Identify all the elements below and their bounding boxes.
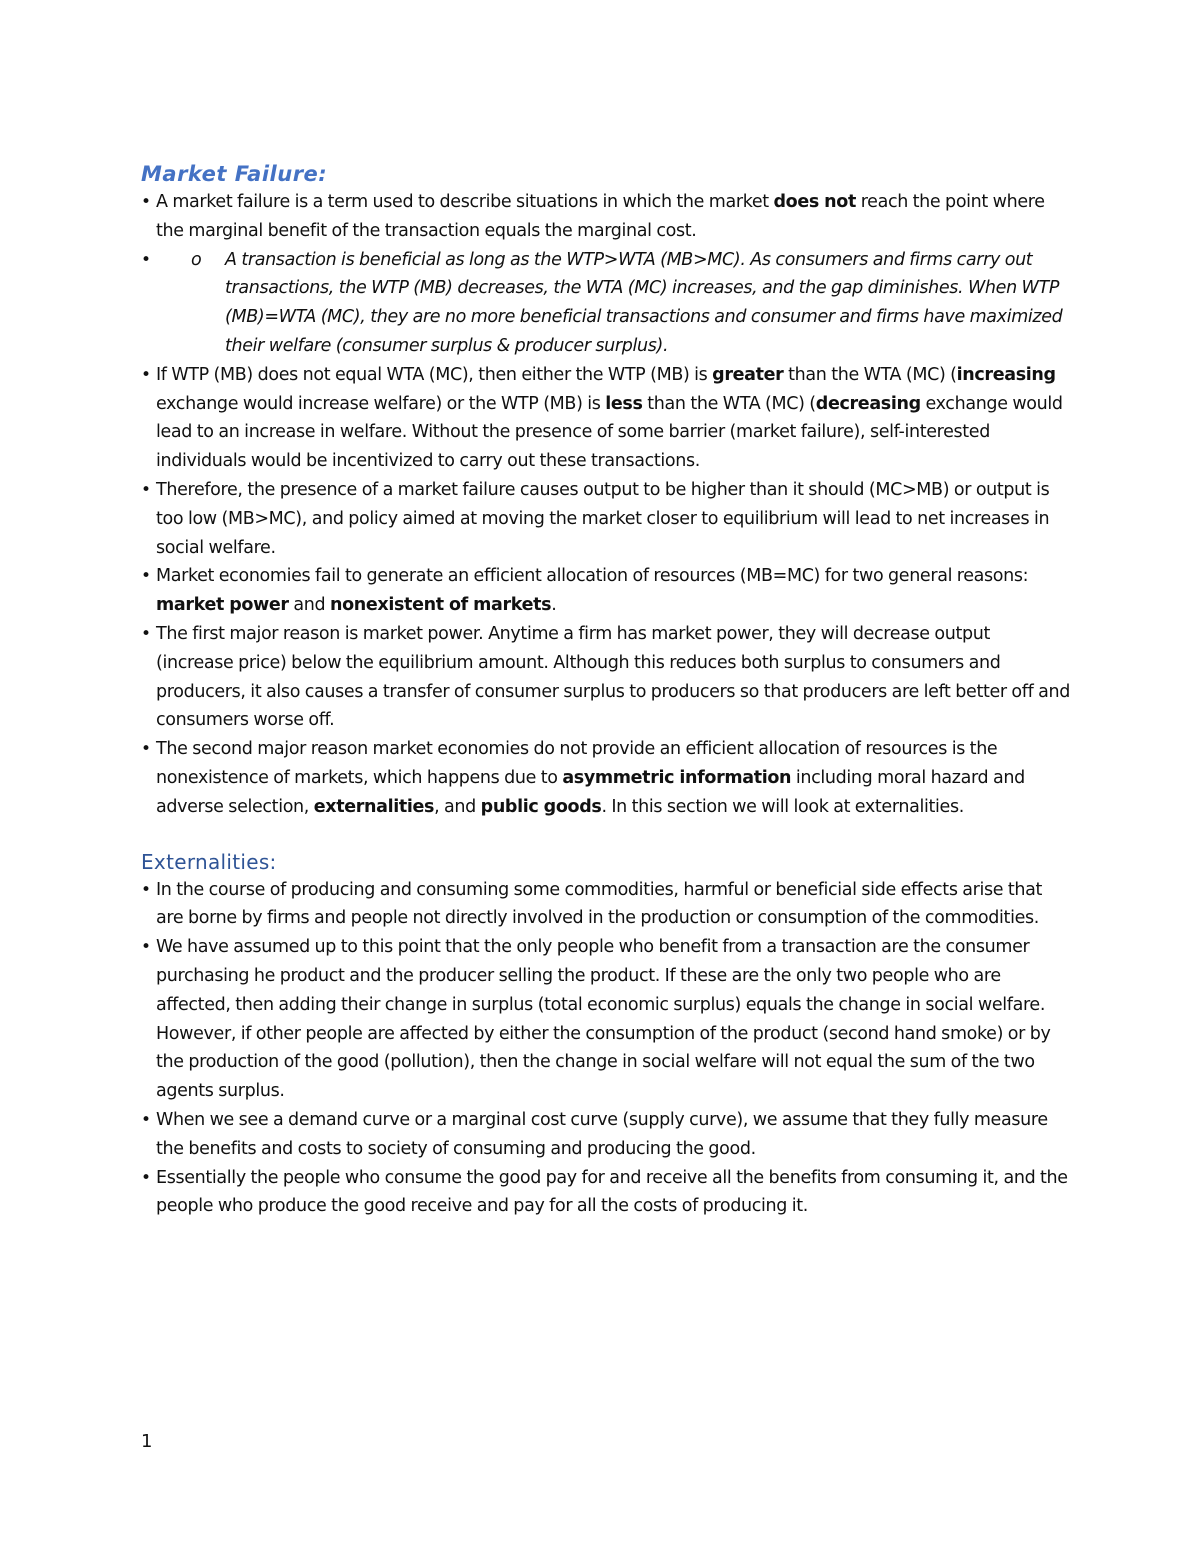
bold-text: does not [773,192,856,212]
list-item: • A market failure is a term used to describe situations in which the market does not reach the point where the marginal benefit of the transaction equals the marginal cost. [141,188,1071,246]
heading-market-failure: Market Failure: [141,162,328,186]
page-content [141,160,1071,1221]
externalities-list [141,876,1071,1222]
list-item: • In the course of producing and consuming some commodities, harmful or beneficial side effects arise that are borne by firms and people not directly involved in the production or consumption of the commodities. [141,876,1071,934]
list-item: • If WTP (MB) does not equal WTA (MC), then either the WTP (MB) is greater than the WTA (MC) (increasing exchange would increase welfare) or the WTP (MB) is less than the WTA (MC) (decreasing exchange would lead to an increase in welfare. Without the presence of some barrier (market failure), self-interested individuals would be incentivized to carry out these transactions. [141,361,1071,476]
list-item: • We have assumed up to this point that the only people who benefit from a transaction are the consumer purchasing he product and the producer selling the product. If these are the only two people who are affected, then adding their change in surplus (total economic surplus) equals the change in social welfare. However, if other people are affected by either the consumption of the product (second hand smoke) or by the production of the good (pollution), then the change in social welfare will not equal the sum of the two agents surplus. [141,933,1071,1106]
sub-list [141,246,1071,361]
list-item: • When we see a demand curve or a marginal cost curve (supply curve), we assume that they fully measure the benefits and costs to society of consuming and producing the good. [141,1106,1071,1164]
list-item: • Essentially the people who consume the good pay for and receive all the benefits from consuming it, and the people who produce the good receive and pay for all the costs of producing it. [141,1164,1071,1222]
list-item: • The second major reason market economies do not provide an efficient allocation of resources is the nonexistence of markets, which happens due to asymmetric information including moral hazard and adverse selection, externalities, and public goods. In this section we will look at externalities. [141,735,1071,821]
heading-externalities: Externalities: [141,849,277,874]
list-item: • The first major reason is market power. Anytime a firm has market power, they will decrease output (increase price) below the equilibrium amount. Although this reduces both surplus to consumers and producers, it also causes a transfer of consumer surplus to producers so that producers are left better off and consumers worse off. [141,620,1071,735]
page-number: 1 [141,1431,153,1452]
sub-list-item: o • A transaction is beneficial as long as the WTP>WTA (MB>MC). As consumers and firms carry out transactions, the WTP (MB) decreases, the WTA (MC) increases, and the gap diminishes. When WTP (MB)=WTA (MC), they are no more beneficial transactions and consumer and firms have maximized their welfare (consumer surplus & producer surplus). [141,246,1071,361]
sub-list-container [141,246,1071,361]
list-item: • Therefore, the presence of a market failure causes output to be higher than it should (MC>MB) or output is too low (MB>MC), and policy aimed at moving the market closer to equilibrium will lead to net increases in social welfare. [141,476,1071,562]
list-item: • Market economies fail to generate an efficient allocation of resources (MB=MC) for two general reasons: market power and nonexistent of markets. [141,562,1071,620]
market-failure-list [141,188,1071,822]
